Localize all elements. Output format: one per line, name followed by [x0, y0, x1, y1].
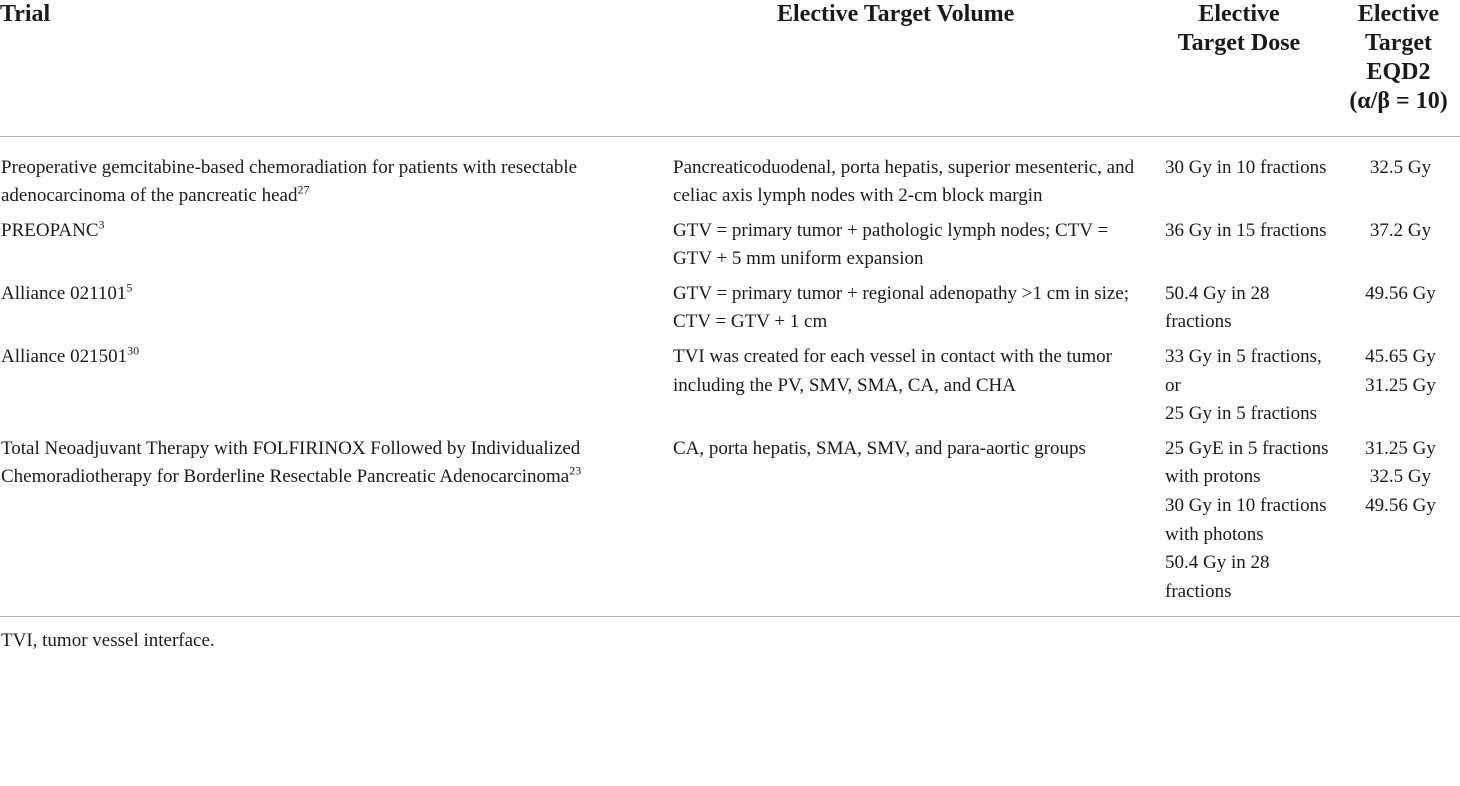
dose-cell: 30 Gy in 10 fractions	[1165, 156, 1327, 178]
table-row	[0, 217, 1460, 280]
header-eqd2: Elective Target EQD2 (α/β = 10)	[1341, 0, 1460, 136]
volume-cell: GTV = primary tumor + regional adenopathy >1 cm in size; CTV = GTV + 1 cm	[673, 282, 1130, 333]
table-row	[0, 343, 1460, 435]
reference-number: 3	[98, 217, 105, 232]
header-dose: Elective Target Dose	[1165, 0, 1341, 136]
reference-number: 27	[297, 182, 310, 197]
table-row	[0, 435, 1460, 617]
eqd2-cell: 32.5 Gy	[1369, 156, 1432, 178]
eqd2-cell: 37.2 Gy	[1369, 219, 1432, 241]
table-header	[0, 0, 1460, 136]
volume-cell: GTV = primary tumor + pathologic lymph nodes; CTV = GTV + 5 mm uniform expansion	[673, 219, 1109, 270]
eqd2-cell: 45.65 Gy 31.25 Gy	[1365, 346, 1436, 396]
volume-cell: TVI was created for each vessel in contact with the tumor including the PV, SMV, SMA, CA, and CHA	[673, 346, 1112, 396]
table-body	[0, 136, 1460, 617]
dose-cell: 50.4 Gy in 28 fractions	[1165, 282, 1270, 333]
volume-cell: Pancreaticoduodenal, porta hepatis, superior mesenteric, and celiac axis lymph nodes with 2-cm block margin	[673, 156, 1135, 207]
trial-cell: PREOPANC$^3$	[1, 217, 105, 241]
trial-cell: Alliance 021101$^5$	[1, 280, 133, 304]
dose-cell: 25 GyE in 5 fractions with protons 30 Gy in 10 fractions with photons 50.4 Gy in 28 fractions	[1165, 435, 1341, 617]
dose-cell: 33 Gy in 5 fractions, or 25 Gy in 5 fractions	[1165, 346, 1322, 425]
eqd2-cell: 49.56 Gy	[1365, 282, 1436, 304]
table-footnote: TVI, tumor vessel interface.	[1, 630, 215, 652]
reference-number: 5	[126, 280, 133, 295]
header-volume: Elective Target Volume	[673, 0, 1165, 136]
trial-cell: Preoperative gemcitabine-based chemoradiation for patients with resectable adenocarcinoma of the pancreatic head$^{27}$	[1, 156, 578, 207]
reference-number: 23	[569, 464, 582, 479]
trial-cell: Total Neoadjuvant Therapy with FOLFIRINOX Followed by Individualized Chemoradiotherapy for Borderline Resectable Pancreatic Adenocarcinoma$^{23}$	[0, 435, 673, 617]
trial-cell: Alliance 021501$^{30}$	[1, 343, 140, 368]
dose-cell: 36 Gy in 15 fractions	[1165, 219, 1327, 241]
table-row	[0, 136, 1460, 217]
eqd2-cell: 31.25 Gy 32.5 Gy 49.56 Gy	[1341, 435, 1460, 617]
header-trial: Trial	[0, 0, 673, 136]
volume-cell: CA, porta hepatis, SMA, SMV, and para-aortic groups	[673, 435, 1165, 617]
reference-number: 30	[127, 343, 140, 358]
table-row	[0, 280, 1460, 343]
